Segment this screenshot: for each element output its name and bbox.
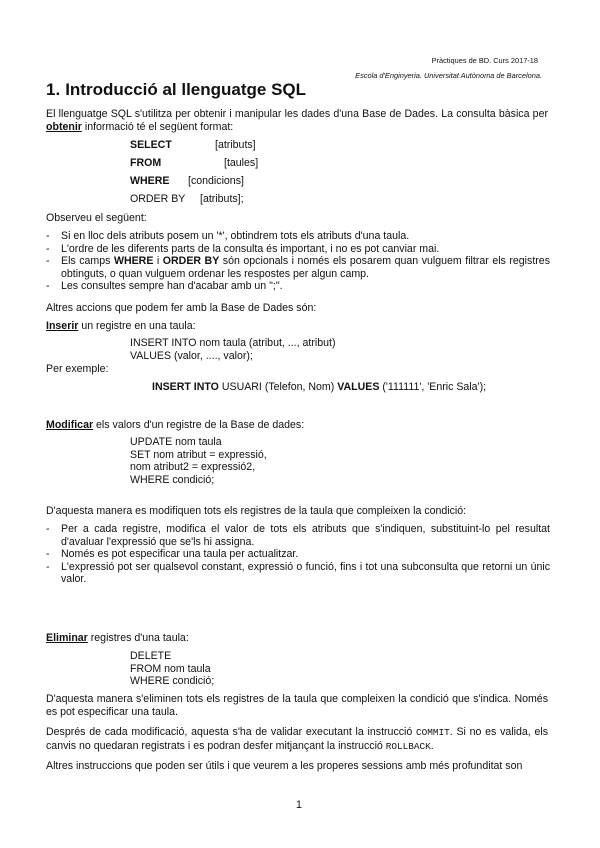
- example-values: ('111111', 'Enric Sala');: [379, 381, 487, 393]
- delete-heading-text: registres d'una taula:: [87, 632, 189, 644]
- observe-label: Observeu el següent:: [46, 212, 147, 224]
- code-line: FROM nom taula: [130, 662, 211, 675]
- where-keyword: WHERE: [130, 174, 170, 187]
- select-value: [atributs]: [215, 138, 256, 151]
- delete-heading: [46, 632, 548, 645]
- select-row: [130, 136, 258, 154]
- title-number: 1.: [46, 80, 61, 99]
- commit-text-end: .: [430, 739, 434, 752]
- select-keyword: SELECT: [130, 138, 172, 151]
- list-item-text: Les consultes sempre han d'acabar amb un ";".: [61, 280, 283, 293]
- intro-text-end: informació té el següent format:: [81, 120, 234, 133]
- list-item-text: Per a cada registre, modifica el valor de tots els atributs que s'indiquen, substituint-lo pel resultat d'avaluar l'expressió que se'ls hi assigna.: [61, 523, 550, 548]
- order-value: [atributs];: [200, 192, 244, 205]
- intro-keyword: obtenir: [46, 120, 82, 133]
- where-value: [condicions]: [188, 174, 244, 187]
- order-keyword: ORDER BY: [130, 192, 186, 205]
- list-item: [46, 230, 550, 243]
- commit-keyword: COMMIT: [416, 727, 450, 738]
- example-text: USUARI (Telefon, Nom): [218, 381, 338, 393]
- code-line: WHERE condició;: [130, 473, 215, 486]
- from-value: [taules]: [224, 156, 259, 169]
- order-by-keyword: ORDER BY: [162, 255, 220, 268]
- code-line: INSERT INTO nom taula (atribut, ..., atribut): [130, 337, 336, 349]
- code-line: DELETE: [130, 650, 172, 662]
- where-keyword: WHERE: [113, 255, 154, 268]
- code-line: UPDATE nom taula: [130, 436, 222, 448]
- list-item-text: L'expressió pot ser qualsevol constant, expressió o funció, fins i tot una subconsulta que retorni un únic valor.: [61, 560, 550, 586]
- list-item-text: Els camps: [61, 255, 114, 268]
- insert-keyword: Inserir: [46, 320, 79, 332]
- title-text: Introducció al llenguatge SQL: [65, 80, 307, 99]
- header-course: Pràctiques de BD. Curs 2017-18: [431, 56, 538, 65]
- list-item-text: L'ordre de les diferents parts de la consulta és important, i no es pot canviar mai.: [61, 242, 440, 255]
- list-item: [46, 255, 550, 280]
- select-format-block: [130, 136, 258, 208]
- example-label: Per exemple:: [46, 363, 109, 375]
- code-line: WHERE condició;: [130, 675, 215, 688]
- code-line: VALUES (valor, ...., valor);: [130, 349, 253, 362]
- header-school: Escola d'Enginyeria. Universitat Autònoma de Barcelona.: [355, 71, 542, 80]
- list-item-text: són opcionals i només els posarem quan vulguem filtrar els registres obtinguts, o quan vulguem ordenar les respostes per algun camp.: [61, 255, 550, 280]
- where-row: [130, 172, 258, 190]
- code-line: SET nom atribut = expressió,: [130, 448, 267, 461]
- list-item: [46, 243, 550, 256]
- delete-keyword: Eliminar: [46, 632, 88, 644]
- from-row: [130, 154, 258, 172]
- page-number: 1: [296, 799, 302, 811]
- rollback-keyword: ROLLBACK: [385, 740, 431, 752]
- intro-text: El llenguatge SQL s'utilitza per obtenir i manipular les dades d'una Base de Dades. La consulta bàsica per: [46, 108, 548, 120]
- insert-code-block: [130, 337, 335, 362]
- insert-heading-text: un registre en una taula:: [78, 320, 196, 332]
- delete-description: D'aquesta manera s'eliminen tots els registres de la taula que compleixen la condició que s'indica. Només es pot especificar una taula.: [46, 693, 548, 718]
- insert-into-keyword: INSERT INTO: [152, 381, 219, 393]
- observe-list: [46, 230, 550, 293]
- code-line: nom atribut2 = expressió2,: [130, 461, 256, 474]
- list-item: [46, 561, 550, 586]
- insert-heading: [46, 320, 548, 333]
- update-list: [46, 523, 550, 586]
- commit-text-mid: . Si no es valida, els canvis no quedaran registrats i es podran desfer mitjançant la instrucció: [46, 726, 549, 752]
- update-description: D'aquesta manera es modifiquen tots els registres de la taula que compleixen la condició:: [46, 505, 467, 517]
- commit-paragraph: [46, 726, 548, 753]
- other-actions-text: Altres accions que podem fer amb la Base de Dades són:: [46, 302, 317, 314]
- page-title: [46, 80, 306, 100]
- intro-paragraph: [46, 108, 548, 133]
- values-keyword: VALUES: [337, 381, 380, 393]
- from-keyword: FROM: [130, 156, 162, 169]
- order-row: [130, 190, 258, 208]
- list-item-text: Només es pot especificar una taula per actualitzar.: [61, 548, 299, 561]
- list-item: [46, 548, 550, 561]
- delete-code-block: [130, 650, 214, 688]
- insert-example: [152, 381, 486, 394]
- update-heading-text: els valors d'un registre de la Base de dades:: [93, 419, 305, 431]
- update-keyword: Modificar: [46, 419, 94, 431]
- list-item-text: i: [153, 255, 163, 268]
- commit-text: Després de cada modificació, aquesta s'ha de validar executant la instrucció: [46, 726, 417, 738]
- update-heading: [46, 419, 548, 432]
- list-item: [46, 523, 550, 548]
- list-item-text: Si en lloc dels atributs posem un '*', obtindrem tots els atributs d'una taula.: [61, 230, 410, 242]
- list-item: [46, 280, 550, 293]
- last-line: Altres instruccions que poden ser útils i que veurem a les properes sessions amb més profunditat son: [46, 760, 523, 772]
- update-code-block: [130, 436, 267, 486]
